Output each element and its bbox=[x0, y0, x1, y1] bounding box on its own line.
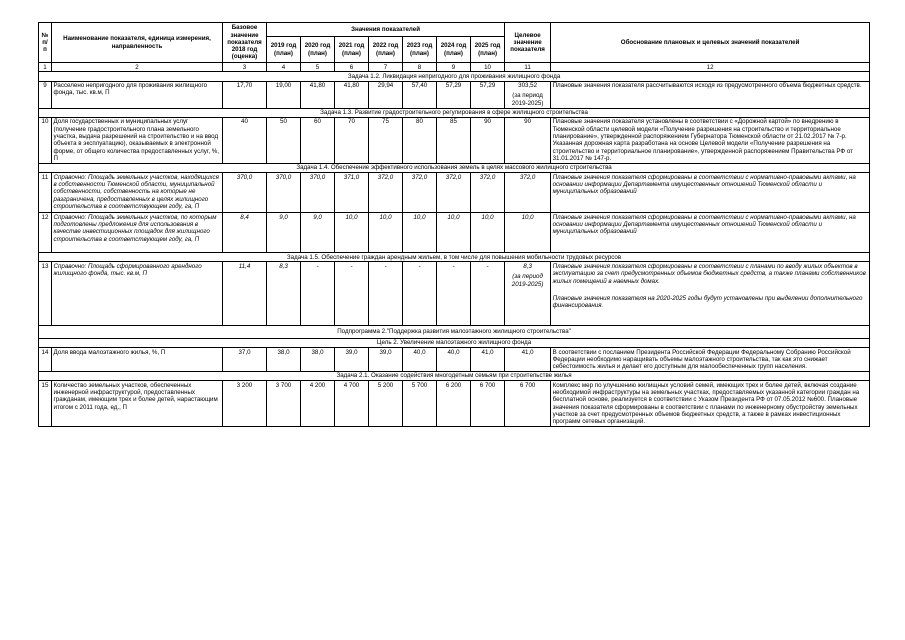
plan-value: 4 200 bbox=[301, 381, 335, 427]
plan-value: 6 200 bbox=[437, 381, 471, 427]
plan-value: 8,3 bbox=[267, 262, 301, 326]
basis-text: Плановые значения показателя установлены в соответствии с «Дорожной картой» по внедрению в Тюменской области целевой модели «Получение разрешения на строительство и территориальное планирование», утвержденной распоряжением Губернатора Тюменской области от 21.02.2017 № 7-р. Указанная дорожная карта разработана на основе Целевой модели «Получение разрешения на строительство и территориальное планирование», утвержденной распоряжением Правительства РФ от 31.01.2017 № 147-р. bbox=[551, 117, 870, 163]
column-number: 10 bbox=[471, 63, 505, 72]
plan-value: 41,0 bbox=[471, 348, 505, 372]
basis-text-2: Плановые значения показателя на 2020-2025 годы будут установлены при выделении дополнительного финансирования. bbox=[552, 294, 863, 310]
plan-value: 10,0 bbox=[335, 213, 369, 253]
plan-value: - bbox=[471, 262, 505, 326]
plan-value: 39,0 bbox=[369, 348, 403, 372]
table-row-14 bbox=[39, 348, 870, 372]
indicator-name: Количество земельных участков, обеспеченных инженерной инфраструктурой, предоставленных гражданам, имеющим трех и более детей, нарастающим итогом с 2011 года, ед., П bbox=[52, 381, 223, 427]
indicator-name: Справочно: Площадь земельных участков, по которым подготовлены предложения для использования в качестве инвестиционных площадок для жилищного строительства в соответствующем году, га, П bbox=[52, 213, 223, 253]
plan-value: 40,0 bbox=[437, 348, 471, 372]
section-row bbox=[39, 253, 870, 262]
plan-value: - bbox=[301, 262, 335, 326]
plan-value: 5 200 bbox=[369, 381, 403, 427]
goal-row bbox=[39, 338, 870, 347]
plan-value: 372,0 bbox=[471, 173, 505, 213]
row-number: 11 bbox=[39, 173, 52, 213]
plan-value: 5 700 bbox=[403, 381, 437, 427]
plan-value: 50 bbox=[267, 117, 301, 163]
header-name: Наименование показателя, единица измерения, направленность bbox=[52, 23, 223, 63]
row-number: 14 bbox=[39, 348, 52, 372]
plan-value: 41,80 bbox=[301, 81, 335, 108]
indicator-name: Справочно: Площадь земельных участков, находящихся в собственности Тюменской области, муниципальной собственности, собственность на которые не разграничена, предоставленных в целях жилищного строительства в соответствующем году, га, П bbox=[52, 173, 223, 213]
plan-value: - bbox=[403, 262, 437, 326]
row-number: 10 bbox=[39, 117, 52, 163]
plan-value: 372,0 bbox=[403, 173, 437, 213]
plan-value: 19,00 bbox=[267, 81, 301, 108]
target-value: 41,0 bbox=[505, 348, 551, 372]
column-number: 12 bbox=[551, 63, 870, 72]
target-value: 6 700 bbox=[505, 381, 551, 427]
target-cell bbox=[505, 262, 551, 326]
table-row-10 bbox=[39, 117, 870, 163]
target-note: (за период 2019-2025) bbox=[511, 92, 544, 107]
header-row-1 bbox=[39, 23, 870, 37]
row-number: 9 bbox=[39, 81, 52, 108]
plan-value: 10,0 bbox=[403, 213, 437, 253]
plan-value: 4 700 bbox=[335, 381, 369, 427]
table-row-11 bbox=[39, 173, 870, 213]
header-basis: Обоснование плановых и целевых значений показателей bbox=[551, 23, 870, 63]
plan-value: 39,0 bbox=[335, 348, 369, 372]
plan-value: - bbox=[335, 262, 369, 326]
header-values: Значения показателей bbox=[267, 23, 505, 37]
plan-value: 90 bbox=[471, 117, 505, 163]
target-value: 8,3 bbox=[523, 262, 532, 270]
table-row-13 bbox=[39, 262, 870, 326]
plan-value: 9,0 bbox=[301, 213, 335, 253]
plan-value: 3 700 bbox=[267, 381, 301, 427]
header-year: 2021 год (план) bbox=[335, 37, 369, 63]
plan-value: 80 bbox=[403, 117, 437, 163]
base-value: 11,4 bbox=[223, 262, 267, 326]
plan-value: 60 bbox=[301, 117, 335, 163]
header-num: № п/п bbox=[39, 23, 52, 63]
basis-text: Плановые значения показателя сформированы в соответствии с планами по вводу жилых объектов в эксплуатацию за счет предусмотренных объемов бюджетных средств, а также планами собственников жилых помещений в наемных домах. bbox=[552, 262, 866, 285]
indicator-name: Доля государственных и муниципальных услуг (получение градостроительного плана земельного участка, выдача разрешений на строительство и на ввод объекта в эксплуатацию), оказываемых в электронной форме, от общего количества предоставленных услуг, %, П bbox=[52, 117, 223, 163]
section-title: Задача 2.1. Оказание содействия многодетным семьям при строительстве жилья bbox=[39, 371, 870, 380]
row-number: 15 bbox=[39, 381, 52, 427]
column-number: 4 bbox=[267, 63, 301, 72]
basis-text: Плановые значения показателя рассчитываются исходя из предусмотренного объема бюджетных средств. bbox=[551, 81, 870, 108]
plan-value: 371,0 bbox=[335, 173, 369, 213]
header-year: 2024 год (план) bbox=[437, 37, 471, 63]
plan-value: 29,94 bbox=[369, 81, 403, 108]
basis-text: Плановые значения показателя сформированы в соответствии с нормативно-правовыми актами, на основании информации Департамента имущественных отношений Тюменской области и муниципальных образований bbox=[551, 173, 870, 213]
indicator-name: Справочно: Площадь сформированного арендного жилищного фонда, тыс. кв.м, П bbox=[52, 262, 223, 326]
base-value: 3 200 bbox=[223, 381, 267, 427]
basis-text: Комплекс мер по улучшению жилищных условий семей, имеющих трех и более детей, включая создание необходимой инфраструктуры на земельных участках, предоставляемых указанной категории граждан на бесплатной основе, реализуется в соответствии с Указом Президента РФ от 07.05.2012 №600. Плановые значения показателя сформированы в соответствии с планами по инженерному обустройству земельных участков за счет предусмотренных объемов бюджетных средств, а также в рамках инвестиционных программ сетевых организаций. bbox=[551, 381, 870, 427]
subprogram-row bbox=[39, 326, 870, 338]
basis-text: Плановые значения показателя сформированы в соответствии с нормативно-правовыми актами, на основании информации Департамента имущественных отношений Тюменской области и муниципальных образований bbox=[551, 213, 870, 253]
row-number: 12 bbox=[39, 213, 52, 253]
plan-value: 40,0 bbox=[403, 348, 437, 372]
plan-value: 10,0 bbox=[471, 213, 505, 253]
plan-value: 57,29 bbox=[437, 81, 471, 108]
section-title: Задача 1.4. Обеспечение эффективного использования земель в целях массового жилищного строительства bbox=[39, 163, 870, 172]
column-number: 11 bbox=[505, 63, 551, 72]
column-number: 2 bbox=[52, 63, 223, 72]
plan-value: 70 bbox=[335, 117, 369, 163]
plan-value: 9,0 bbox=[267, 213, 301, 253]
section-title: Задача 1.5. Обеспечение граждан арендным жильем, в том числе для повышения мобильности трудовых ресурсов bbox=[39, 253, 870, 262]
header-year: 2020 год (план) bbox=[301, 37, 335, 63]
section-row bbox=[39, 163, 870, 172]
plan-value: 75 bbox=[369, 117, 403, 163]
column-number: 6 bbox=[335, 63, 369, 72]
section-row bbox=[39, 72, 870, 81]
goal-title: Цель 2. Увеличение малоэтажного жилищного фонда bbox=[39, 338, 870, 347]
target-value: 303,52 bbox=[518, 82, 538, 90]
row-number: 13 bbox=[39, 262, 52, 326]
plan-value: 372,0 bbox=[437, 173, 471, 213]
section-title: Задача 1.2. Ликвидация непригодного для проживания жилищного фонда bbox=[39, 72, 870, 81]
base-value: 17,70 bbox=[223, 81, 267, 108]
header-year: 2025 год (план) bbox=[471, 37, 505, 63]
column-number: 3 bbox=[223, 63, 267, 72]
plan-value: 85 bbox=[437, 117, 471, 163]
plan-value: 41,80 bbox=[335, 81, 369, 108]
plan-value: 10,0 bbox=[437, 213, 471, 253]
plan-value: 38,0 bbox=[267, 348, 301, 372]
plan-value: 10,0 bbox=[369, 213, 403, 253]
target-value: 90 bbox=[505, 117, 551, 163]
column-numbers-row bbox=[39, 63, 870, 72]
target-note: (за период 2019-2025) bbox=[511, 273, 544, 288]
column-number: 7 bbox=[369, 63, 403, 72]
column-number: 5 bbox=[301, 63, 335, 72]
plan-value: 6 700 bbox=[471, 381, 505, 427]
header-year: 2023 год (план) bbox=[403, 37, 437, 63]
plan-value: 370,0 bbox=[301, 173, 335, 213]
plan-value: 372,0 bbox=[369, 173, 403, 213]
basis-cell bbox=[551, 262, 870, 326]
column-number: 9 bbox=[437, 63, 471, 72]
target-value: 10,0 bbox=[505, 213, 551, 253]
header-base: Базовое значение показателя 2018 год (оценка) bbox=[223, 23, 267, 63]
subprogram-title: Подпрограмма 2."Поддержка развития малоэтажного жилищного строительства" bbox=[39, 326, 870, 338]
target-value: 372,0 bbox=[505, 173, 551, 213]
table-row-12 bbox=[39, 213, 870, 253]
header-target: Целевое значение показателя bbox=[505, 23, 551, 63]
table-row-15 bbox=[39, 381, 870, 427]
base-value: 37,0 bbox=[223, 348, 267, 372]
base-value: 370,0 bbox=[223, 173, 267, 213]
section-title: Задача 1.3. Развитие градостроительного регулирования в сфере жилищного строительства bbox=[39, 108, 870, 117]
plan-value: 57,29 bbox=[471, 81, 505, 108]
plan-value: - bbox=[369, 262, 403, 326]
indicator-name: Расселено непригодного для проживания жилищного фонда, тыс. кв.м, П bbox=[52, 81, 223, 108]
plan-value: 57,40 bbox=[403, 81, 437, 108]
plan-value: 38,0 bbox=[301, 348, 335, 372]
indicator-name: Доля ввода малоэтажного жилья, %, П bbox=[52, 348, 223, 372]
indicators-table bbox=[38, 22, 870, 427]
table-row-9 bbox=[39, 81, 870, 108]
header-year: 2022 год (план) bbox=[369, 37, 403, 63]
column-number: 1 bbox=[39, 63, 52, 72]
section-row bbox=[39, 108, 870, 117]
base-value: 8,4 bbox=[223, 213, 267, 253]
plan-value: - bbox=[437, 262, 471, 326]
header-year: 2019 год (план) bbox=[267, 37, 301, 63]
basis-text: В соответствии с посланием Президента Российской Федерации Федеральному Собранию Российской Федерации необходимо наращивать объемы малоэтажного строительства, так как это снижает себестоимость жилья и делает его доступным для малообеспеченных групп населения. bbox=[551, 348, 870, 372]
plan-value: 370,0 bbox=[267, 173, 301, 213]
target-cell bbox=[505, 81, 551, 108]
base-value: 40 bbox=[223, 117, 267, 163]
column-number: 8 bbox=[403, 63, 437, 72]
section-row bbox=[39, 371, 870, 380]
